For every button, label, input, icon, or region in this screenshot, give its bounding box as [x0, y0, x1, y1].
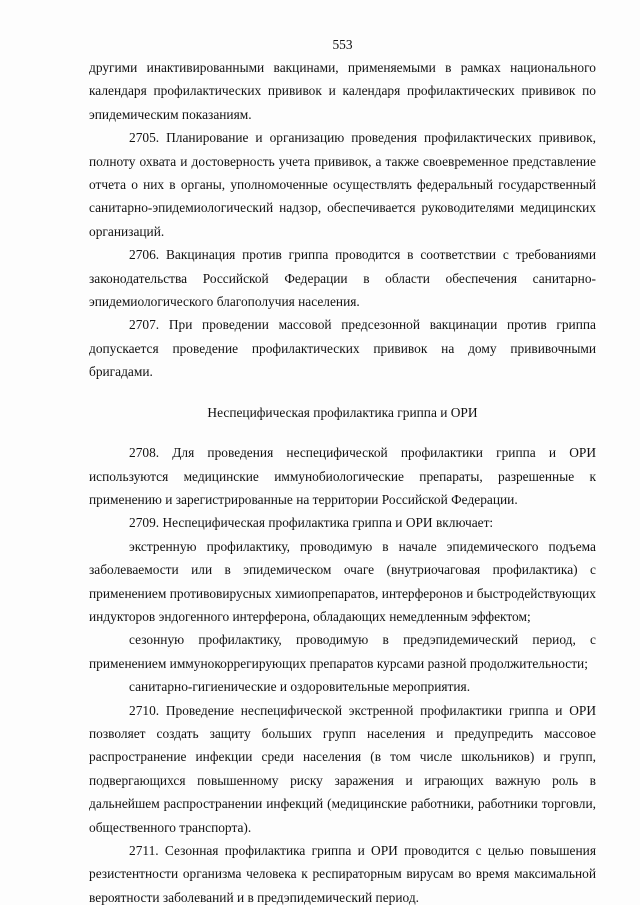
- page-number: 553: [332, 37, 353, 52]
- paragraph-2705: 2705. Планирование и организацию проведения профилактических прививок, полноту охвата и достоверность учета прививок, а также своевременное представление отчета о них в органы, уполномоченные осуществлять федеральный государственный санитарно-эпидемиологический надзор, обеспечивается руководителями медицинских организаций.: [89, 130, 596, 239]
- paragraph-2711: 2711. Сезонная профилактика гриппа и ОРИ проводится с целью повышения резистентности организма человека к респираторным вирусам во время максимальной вероятности заболеваний и в предэпидемический период.: [89, 843, 596, 905]
- list-item-seasonal-prophylaxis: сезонную профилактику, проводимую в предэпидемический период, с применением иммунокоррегирующих препаратов курсами разной продолжительности;: [89, 632, 596, 671]
- paragraph-2707: 2707. При проведении массовой предсезонной вакцинации против гриппа допускается проведение профилактических прививок на дому прививочными бригадами.: [89, 317, 596, 380]
- list-item-emergency-prophylaxis: экстренную профилактику, проводимую в начале эпидемического подъема заболеваемости или в эпидемическом очаге (внутриочаговая профилактика) с применением противовирусных химиопрепаратов, интерферонов и быстродействующих индукторов эндогенного интерферона, обладающих немедленным эффектом;: [89, 538, 596, 624]
- paragraph-2706: 2706. Вакцинация против гриппа проводится в соответствии с требованиями законодательства Российской Федерации в области обеспечения санитарно-эпидемиологического благополучия населения.: [89, 247, 596, 310]
- paragraph-2708: 2708. Для проведения неспецифической профилактики гриппа и ОРИ используются медицинские иммунобиологические препараты, разрешенные к применению и зарегистрированные на территории Российской Федерации.: [89, 445, 596, 507]
- section-heading: Неспецифическая профилактика гриппа и ОРИ: [207, 404, 478, 420]
- paragraph-continuation: другими инактивированными вакцинами, применяемыми в рамках национального календаря профилактических прививок и календаря профилактических прививок по эпидемическим показаниям.: [89, 60, 596, 122]
- paragraph-2710: 2710. Проведение неспецифической экстренной профилактики гриппа и ОРИ позволяет создать защиту больших групп населения и предупредить массовое распространение инфекции среди населения (в том числе школьников) и групп, подвергающихся повышенному риску заражения и играющих важную роль в дальнейшем распространении инфекций (медицинские работники, работники торговли, общественного транспорта).: [89, 702, 596, 835]
- list-item-sanitary-measures: санитарно-гигиенические и оздоровительные мероприятия.: [129, 679, 471, 695]
- paragraph-2709: 2709. Неспецифическая профилактика гриппа и ОРИ включает:: [129, 515, 494, 531]
